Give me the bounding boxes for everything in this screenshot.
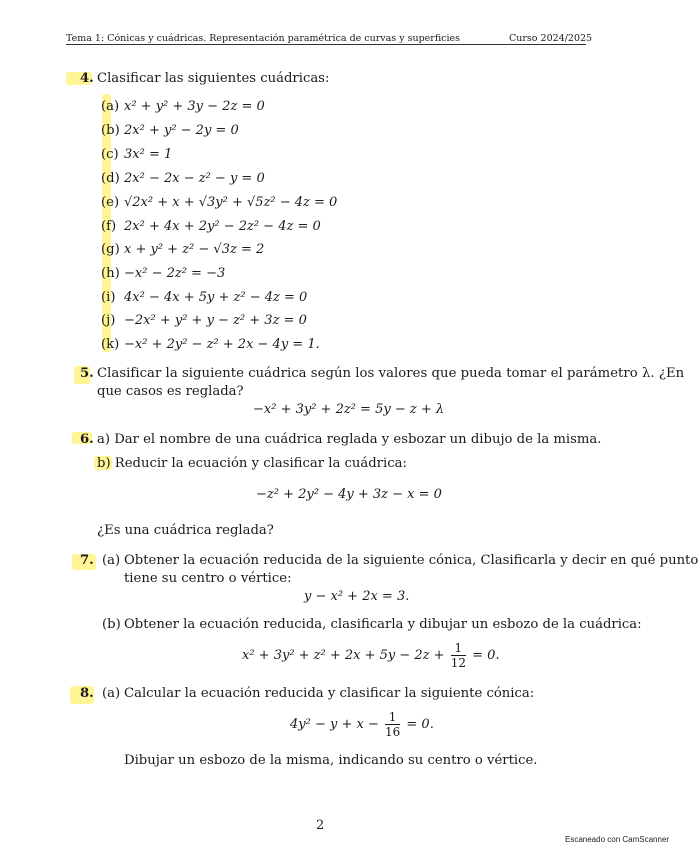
- part-statement: Calcular la ecuación reducida y clasificar la siguiente cónica:: [124, 686, 535, 701]
- equation-rhs: = 0.: [472, 648, 500, 663]
- item-equation: x² + y² + 3y − 2z = 0: [124, 99, 265, 114]
- part-statement: Obtener la ecuación reducida de la siguiente cónica, Clasificarla y decir en qué punto: [124, 553, 698, 568]
- fraction-numerator: 1: [451, 641, 466, 656]
- equation-lhs: x² + 3y² + z² + 2x + 5y − 2z +: [242, 648, 445, 663]
- display-equation: −z² + 2y² − 4y + 3z − x = 0: [256, 487, 442, 502]
- fraction-numerator: 1: [385, 710, 400, 725]
- running-header-course: Curso 2024/2025: [509, 33, 593, 44]
- part-statement: tiene su centro o vértice:: [124, 571, 292, 586]
- part-label: (a): [102, 553, 121, 568]
- item-equation: x + y² + z² − √3z = 2: [124, 242, 265, 257]
- running-header-title: Tema 1: Cónicas y cuádricas. Representación paramétrica de curvas y superficies: [66, 33, 461, 44]
- item-equation: 2x² − 2x − z² − y = 0: [124, 171, 265, 186]
- item-label: (a): [101, 99, 120, 114]
- fraction-denominator: 16: [384, 725, 401, 739]
- exercise-number: 7.: [80, 553, 94, 568]
- item-label: (b): [101, 123, 120, 138]
- item-equation: 3x² = 1: [124, 147, 173, 162]
- equation-rhs: = 0.: [406, 717, 434, 732]
- scanner-watermark: Escaneado con CamScanner: [565, 835, 670, 844]
- part-label: (a): [102, 686, 121, 701]
- item-label: (e): [101, 195, 120, 210]
- item-label: (h): [101, 266, 120, 281]
- display-equation: −x² + 3y² + 2z² = 5y − z + λ: [253, 402, 445, 417]
- equation-lhs: 4y² − y + x −: [290, 717, 379, 732]
- item-equation: 2x² + 4x + 2y² − 2z² − 4z = 0: [124, 219, 321, 234]
- exercise-number: 4.: [80, 71, 94, 86]
- exercise-statement: que casos es reglada?: [97, 384, 244, 399]
- item-equation: 2x² + y² − 2y = 0: [124, 123, 239, 138]
- exercise-number: 8.: [80, 686, 94, 701]
- display-equation: y − x² + 2x = 3.: [304, 589, 410, 604]
- exercise-part-a: a) Dar el nombre de una cuádrica reglada y esbozar un dibujo de la misma.: [97, 432, 602, 447]
- display-equation: [242, 641, 500, 670]
- item-label: (c): [101, 147, 119, 162]
- exercise-note: Dibujar un esbozo de la misma, indicando su centro o vértice.: [124, 753, 538, 768]
- exercise-number: 5.: [80, 366, 94, 381]
- item-equation: √2x² + x + √3y² + √5z² − 4z = 0: [124, 195, 338, 210]
- item-equation: 4x² − 4x + 5y + z² − 4z = 0: [124, 290, 308, 305]
- display-equation: [290, 710, 434, 739]
- item-label: (k): [101, 337, 120, 352]
- exercise-part-b: b) Reducir la ecuación y clasificar la cuádrica:: [97, 456, 407, 471]
- part-statement: Obtener la ecuación reducida, clasificarla y dibujar un esbozo de la cuádrica:: [124, 617, 642, 632]
- item-label: (f): [101, 219, 117, 234]
- exercise-title: Clasificar las siguientes cuádricas:: [97, 71, 330, 86]
- item-equation: −x² + 2y² − z² + 2x − 4y = 1.: [124, 337, 320, 352]
- part-label: (b): [102, 617, 121, 632]
- page-number: 2: [316, 818, 325, 833]
- header-rule: [66, 44, 586, 45]
- fraction: [451, 641, 466, 670]
- fraction-denominator: 12: [450, 656, 467, 670]
- item-label: (j): [101, 313, 116, 328]
- item-equation: −x² − 2z² = −3: [124, 266, 226, 281]
- fraction: [385, 710, 400, 739]
- item-label: (d): [101, 171, 120, 186]
- exercise-statement: Clasificar la siguiente cuádrica según los valores que pueda tomar el parámetro λ. ¿En: [97, 366, 685, 381]
- item-equation: −2x² + y² + y − z² + 3z = 0: [124, 313, 307, 328]
- item-label: (i): [101, 290, 116, 305]
- item-label: (g): [101, 242, 120, 257]
- exercise-number: 6.: [80, 432, 94, 447]
- exercise-question: ¿Es una cuádrica reglada?: [97, 523, 274, 538]
